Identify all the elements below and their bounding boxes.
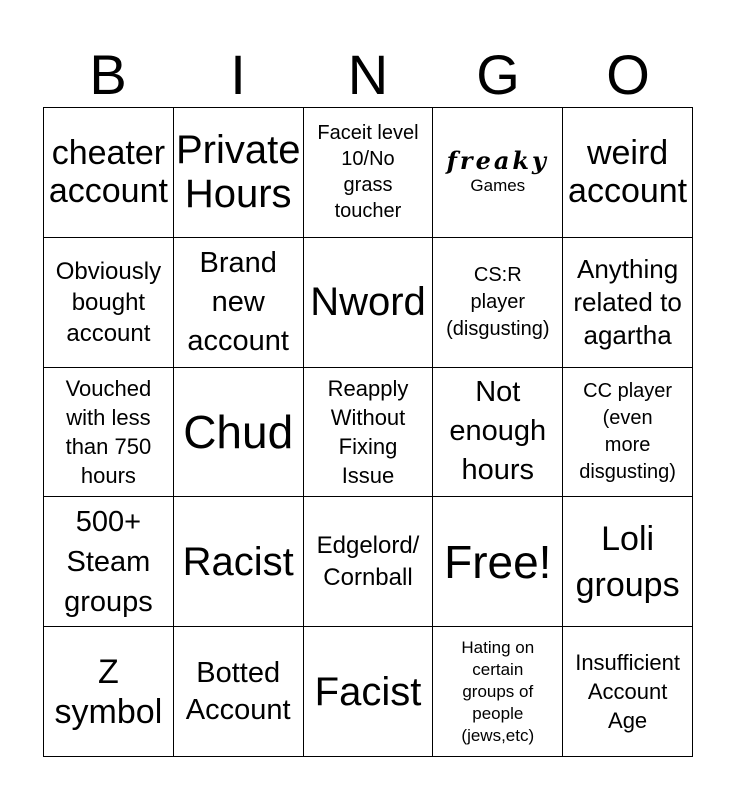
- bingo-header: [43, 44, 693, 106]
- bingo-cell[interactable]: [44, 108, 174, 238]
- cell-label: 500+ Steam groups: [64, 505, 153, 618]
- freaky-styled-text: freaky: [446, 146, 549, 176]
- cell-label: Chud: [183, 405, 294, 458]
- bingo-cell[interactable]: [563, 627, 693, 757]
- cell-label: Not enough hours: [449, 376, 547, 487]
- cell-label: Loli groups: [575, 519, 680, 604]
- cell-label: CC player (even more disgusting): [579, 379, 676, 483]
- bingo-cell[interactable]: [44, 627, 174, 757]
- header-letter-o: O: [606, 43, 650, 106]
- header-letter-b: B: [89, 43, 127, 106]
- bingo-board: [43, 107, 693, 757]
- bingo-cell[interactable]: [174, 238, 304, 368]
- bingo-cell[interactable]: [563, 238, 693, 368]
- cell-label: Hating on certain groups of people (jews,etc): [461, 637, 535, 745]
- cell-label: Nword: [310, 280, 426, 325]
- header-letter-i: I: [230, 43, 246, 106]
- cell-label: Obviously bought account: [55, 257, 162, 347]
- cell-label: cheater account: [48, 134, 168, 211]
- bingo-cell[interactable]: [44, 238, 174, 368]
- bingo-cell[interactable]: [433, 108, 563, 238]
- bingo-cell[interactable]: [174, 627, 304, 757]
- bingo-cell[interactable]: [44, 368, 174, 498]
- cell-label: Botted Account: [185, 656, 291, 726]
- bingo-cell[interactable]: [433, 627, 563, 757]
- bingo-cell[interactable]: [304, 108, 434, 238]
- bingo-cell[interactable]: [433, 497, 563, 627]
- cell-label: Insufficient Account Age: [575, 650, 680, 734]
- bingo-cell[interactable]: [174, 368, 304, 498]
- bingo-cell[interactable]: [304, 238, 434, 368]
- cell-label: Games: [470, 176, 526, 196]
- cell-label: Racist: [182, 539, 294, 584]
- bingo-cell[interactable]: [563, 108, 693, 238]
- bingo-cell[interactable]: [563, 497, 693, 627]
- cell-label: Private Hours: [175, 128, 301, 217]
- cell-label: Brand new account: [187, 246, 289, 357]
- cell-label: Anything related to agartha: [573, 253, 682, 350]
- bingo-cell[interactable]: [433, 368, 563, 498]
- bingo-cell[interactable]: [433, 238, 563, 368]
- bingo-cell[interactable]: [304, 368, 434, 498]
- cell-label: Free!: [444, 535, 552, 588]
- bingo-cell[interactable]: [563, 368, 693, 498]
- bingo-cell[interactable]: [304, 497, 434, 627]
- cell-label: Edgelord/ Cornball: [316, 531, 420, 591]
- bingo-cell[interactable]: [174, 108, 304, 238]
- cell-label: CS:R player (disgusting): [446, 263, 550, 340]
- bingo-cell[interactable]: [174, 497, 304, 627]
- cell-label: Facist: [314, 669, 422, 714]
- cell-label: Faceit level 10/No grass toucher: [317, 122, 419, 223]
- bingo-cell[interactable]: [304, 627, 434, 757]
- header-letter-g: G: [476, 43, 520, 106]
- header-letter-n: N: [347, 43, 389, 106]
- cell-label: Reapply Without Fixing Issue: [327, 375, 409, 488]
- cell-label: weird account: [568, 134, 688, 211]
- cell-label: Z symbol: [54, 652, 163, 731]
- cell-label: Vouched with less than 750 hours: [65, 375, 152, 488]
- bingo-cell[interactable]: [44, 497, 174, 627]
